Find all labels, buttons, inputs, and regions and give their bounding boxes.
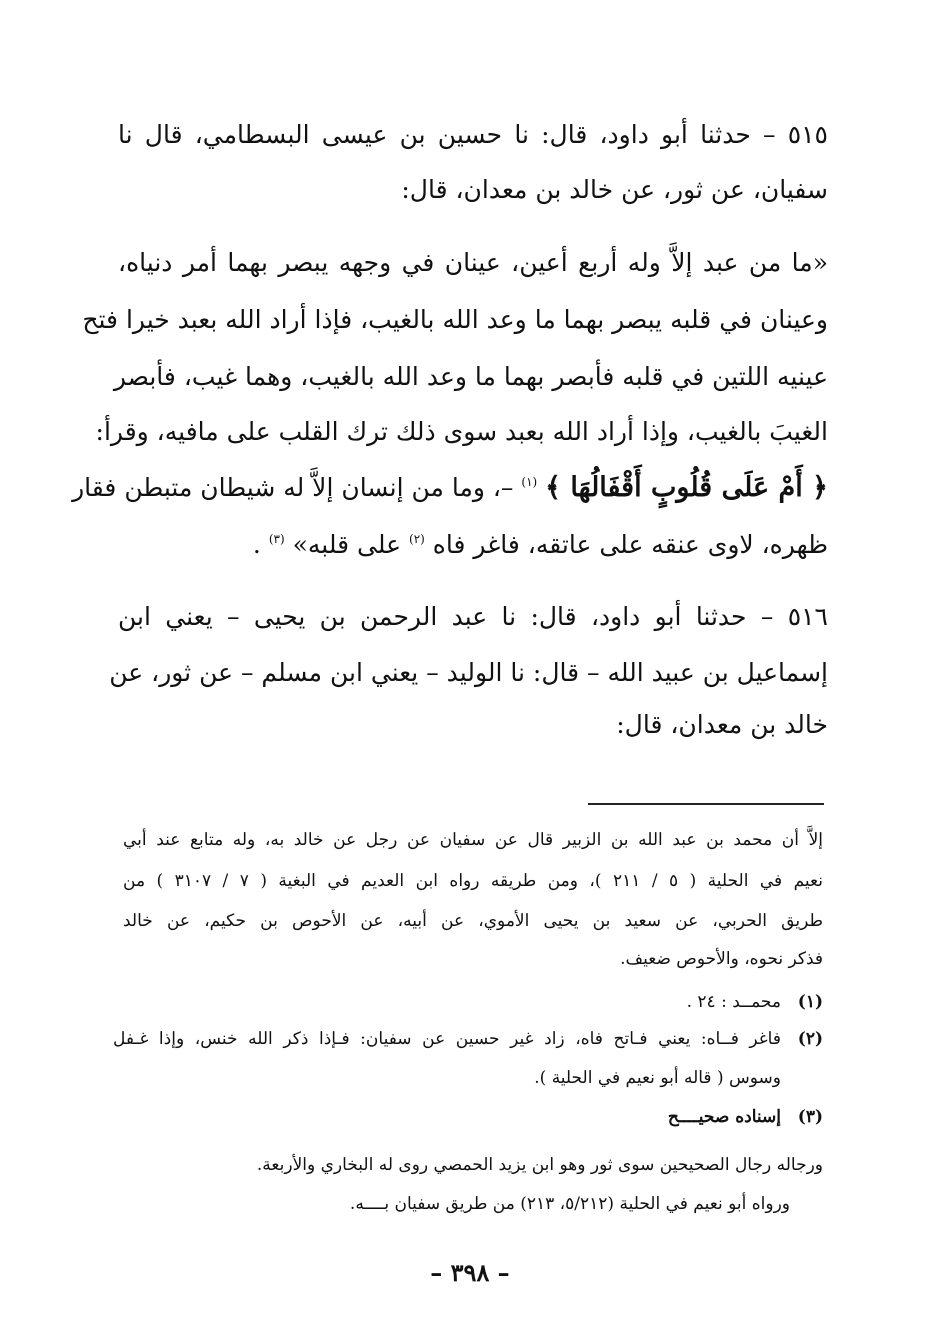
quran-verse: ﴿ أَمْ عَلَى قُلُوبٍ أَقْفَالُهَا ﴾ [545, 472, 828, 503]
page-number: – ٣٩٨ – [430, 1258, 510, 1287]
footnote-separator [588, 803, 824, 805]
footnote-ref-3[interactable]: (٣) [268, 532, 285, 546]
footnote-continued-line-2: نعيم في الحلية ( ٥ / ٢١١ )، ومن طريقه رواه ابن العديم في البغية ( ٧ / ٣١٠٧ ) من [123, 871, 823, 891]
footnote-3-number: (٣) [797, 1107, 823, 1127]
footnote-3-line-2: ورواه أبو نعيم في الحلية (٥/٢١٢، ٢١٣) من طريق سفيان بــــه. [349, 1194, 790, 1214]
hadith-515-text-line-2: وعينان في قلبه يبصر بهما ما وعد الله بالغيب، فإذا أراد الله بعبد خيرا فتح [82, 305, 828, 334]
footnote-ref-2[interactable]: (٢) [409, 532, 425, 546]
footnote-2-number: (٢) [797, 1029, 823, 1049]
footnote-ref-1[interactable]: (١) [521, 475, 538, 489]
hadith-516-line-2: إسماعيل بن عبيد الله – قال: نا الوليد – يعني ابن مسلم – عن ثور، عن [109, 658, 828, 687]
footnote-2-line-1: فاغر فــاه: يعني فـاتح فاه، زاد غير حسين عن سفيان: فـإذا ذكر الله خنس، وإذا غـفل [113, 1029, 781, 1049]
footnote-3-title: إسناده صحيــــح [667, 1107, 781, 1127]
hadith-515-text-line-6c: . [252, 530, 261, 559]
footnote-1-number: (١) [797, 992, 823, 1012]
hadith-516-line-1: ٥١٦ – حدثنا أبو داود، قال: نا عبد الرحمن بن يحيى – يعني ابن [118, 602, 828, 631]
footnote-3-line-1: ورجاله رجال الصحيحين سوى ثور وهو ابن يزيد الحمصي روى له البخاري والأربعة. [256, 1155, 823, 1175]
hadith-515-text-line-5-rest: –، وما من إنسان إلاَّ له شيطان متبطن فقار [72, 473, 514, 502]
hadith-515-text-line-6b: على قلبه» [292, 530, 402, 559]
hadith-515-text-line-4: الغيبَ بالغيب، وإذا أراد الله بعبد سوى ذلك ترك القلب على مافيه، وقرأ: [95, 417, 828, 446]
footnote-continued-line-1: إلاَّ أن محمد بن عبد الله بن الزبير قال عن سفيان عن رجل عن خالد به، وله متابع عند أبي [123, 830, 823, 850]
hadith-515-text-line-5 [72, 468, 828, 512]
footnote-continued-line-3: طريق الحربي، عن سعيد بن يحيى الأموي، عن أبيه، عن الأحوص بن حكيم، عن خالد [123, 911, 823, 931]
hadith-515-line-1: ٥١٥ – حدثنا أبو داود، قال: نا حسين بن عيسى البسطامي، قال نا [118, 120, 828, 149]
footnote-continued-line-4: فذكر نحوه، والأحوص ضعيف. [620, 949, 823, 969]
hadith-515-text-line-1: «ما من عبد إلاَّ وله أربع أعين، عينان في وجهه يبصر بهما أمر دنياه، [118, 248, 828, 277]
footnote-1-text: محمــد : ٢٤ . [686, 992, 781, 1012]
footnote-2-line-2: وسوس ( قاله أبو نعيم في الحلية ). [534, 1068, 781, 1088]
hadith-515-text-line-3: عينيه اللتين في قلبه فأبصر بهما ما وعد الله بالغيب، وهما غيب، فأبصر [113, 362, 828, 391]
hadith-515-line-2: سفيان، عن ثور، عن خالد بن معدان، قال: [401, 175, 828, 204]
hadith-515-text-line-6 [253, 525, 828, 569]
hadith-516-line-3: خالد بن معدان، قال: [616, 710, 828, 739]
hadith-515-text-line-6a: ظهره، لاوى عنقه على عاتقه، فاغر فاه [432, 530, 828, 559]
